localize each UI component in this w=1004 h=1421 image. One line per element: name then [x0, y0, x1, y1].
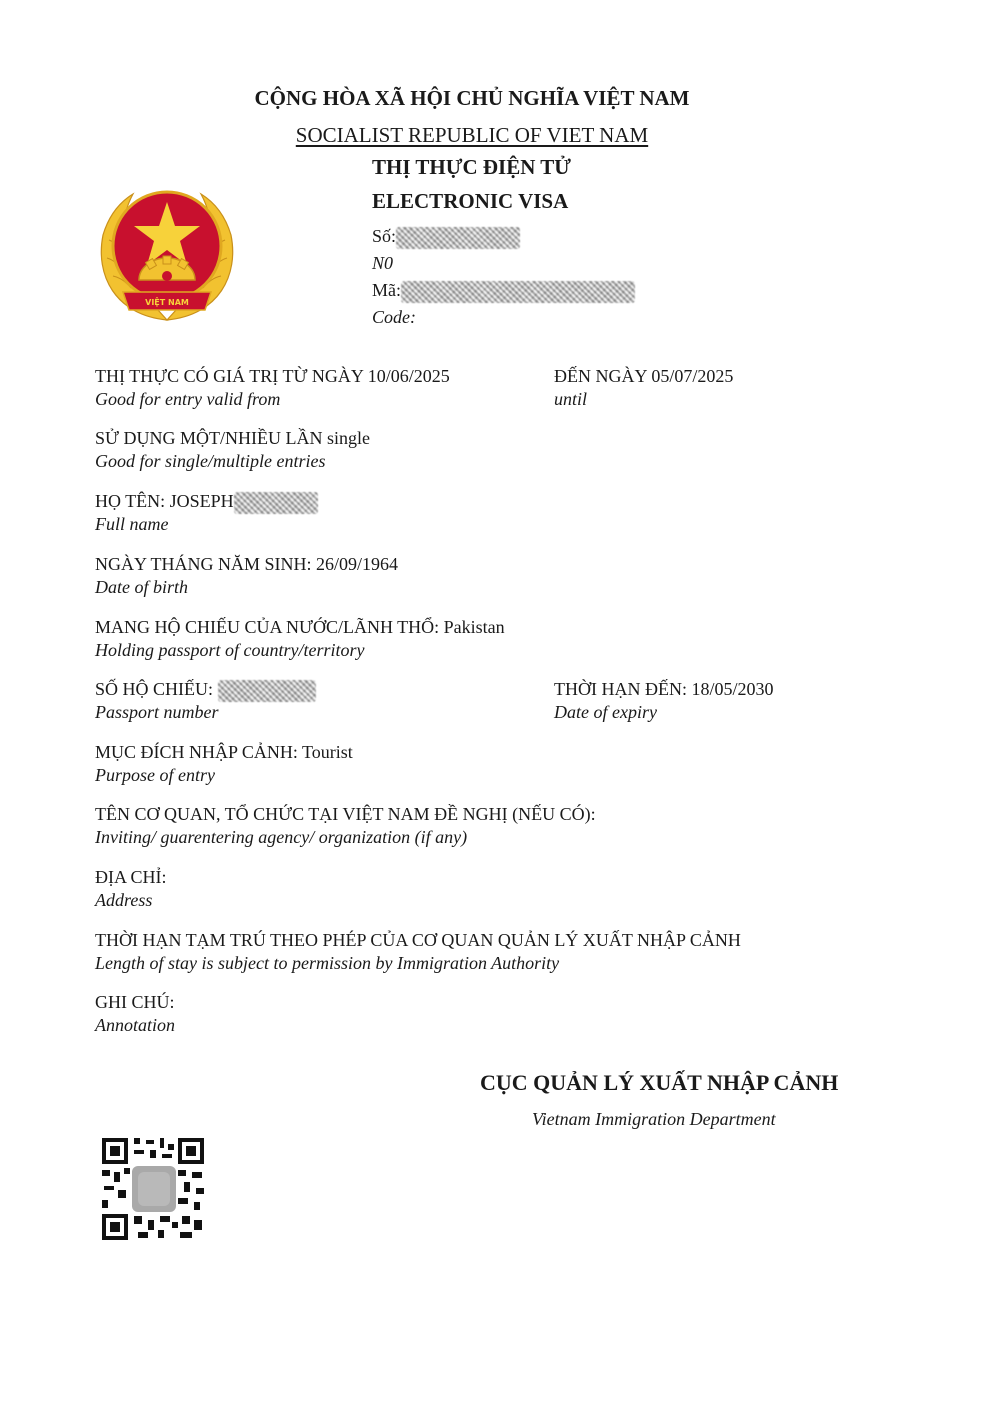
- annotation-label-en: Annotation: [95, 1015, 175, 1035]
- valid-from-label: THỊ THỰC CÓ GIÁ TRỊ TỪ NGÀY 10/06/2025: [95, 366, 450, 386]
- visa-code-label-en: Code:: [372, 307, 416, 327]
- dob-label: NGÀY THÁNG NĂM SINH: 26/09/1964: [95, 554, 399, 574]
- stay-label-en: Length of stay is subject to permission by Immigration Authority: [95, 953, 560, 973]
- valid-until-label: ĐẾN NGÀY 05/07/2025: [554, 366, 734, 386]
- qr-code-icon: [100, 1136, 206, 1242]
- visa-number-label: Số:: [372, 226, 397, 246]
- stay-label: THỜI HẠN TẠM TRÚ THEO PHÉP CỦA CƠ QUAN QUẢN LÝ XUẤT NHẬP CẢNH: [95, 930, 741, 950]
- visa-number-label-en: N0: [372, 253, 394, 273]
- country-title-vn: CỘNG HÒA XÃ HỘI CHỦ NGHĨA VIỆT NAM: [254, 86, 690, 110]
- valid-until-label-en: until: [554, 389, 588, 409]
- nationality-label-en: Holding passport of country/territory: [95, 640, 365, 660]
- full-name-label-en: Full name: [95, 514, 169, 534]
- passport-expiry-label-en: Date of expiry: [554, 702, 657, 722]
- full-name-row: [95, 491, 318, 514]
- visa-number-row: [372, 226, 520, 249]
- valid-from-label-en: Good for entry valid from: [95, 389, 281, 409]
- address-label-en: Address: [95, 890, 153, 910]
- visa-code-label: Mã:: [372, 280, 401, 300]
- passport-number-redacted: [218, 680, 316, 702]
- dob-label-en: Date of birth: [95, 577, 188, 597]
- visa-code-row: [372, 280, 635, 303]
- national-emblem-icon: [95, 180, 239, 326]
- emblem-ribbon-text: VIỆT NAM: [145, 298, 189, 307]
- document-title-vn: THỊ THỰC ĐIỆN TỬ: [372, 155, 571, 179]
- national-emblem: [95, 180, 239, 326]
- address-label: ĐỊA CHỈ:: [95, 867, 167, 887]
- country-title-en: SOCIALIST REPUBLIC OF VIET NAM: [295, 123, 649, 147]
- passport-number-row: [95, 679, 316, 702]
- agency-label-en: Inviting/ guarentering agency/ organization (if any): [95, 827, 468, 847]
- document-title-en: ELECTRONIC VISA: [372, 189, 569, 213]
- entries-label: SỬ DỤNG MỘT/NHIỀU LẦN single: [95, 428, 370, 448]
- surname-redacted: [234, 492, 318, 514]
- entries-label-en: Good for single/multiple entries: [95, 451, 326, 471]
- full-name-value: HỌ TÊN: JOSEPH: [95, 491, 234, 511]
- purpose-label-en: Purpose of entry: [95, 765, 215, 785]
- agency-label: TÊN CƠ QUAN, TỔ CHỨC TẠI VIỆT NAM ĐỀ NGHỊ (NẾU CÓ):: [95, 804, 596, 824]
- passport-number-label-en: Passport number: [95, 702, 219, 722]
- annotation-label: GHI CHÚ:: [95, 992, 175, 1012]
- nationality-label: MANG HỘ CHIẾU CỦA NƯỚC/LÃNH THỔ: Pakistan: [95, 617, 505, 637]
- passport-expiry-label: THỜI HẠN ĐẾN: 18/05/2030: [554, 679, 774, 699]
- visa-number-redacted: [396, 227, 520, 249]
- passport-number-label: SỐ HỘ CHIẾU:: [95, 679, 214, 699]
- issuing-department-vn: CỤC QUẢN LÝ XUẤT NHẬP CẢNH: [480, 1070, 839, 1095]
- purpose-label: MỤC ĐÍCH NHẬP CẢNH: Tourist: [95, 742, 353, 762]
- issuing-department-en: Vietnam Immigration Department: [532, 1109, 776, 1129]
- visa-code-redacted: [401, 281, 635, 303]
- qr-code: [100, 1136, 206, 1242]
